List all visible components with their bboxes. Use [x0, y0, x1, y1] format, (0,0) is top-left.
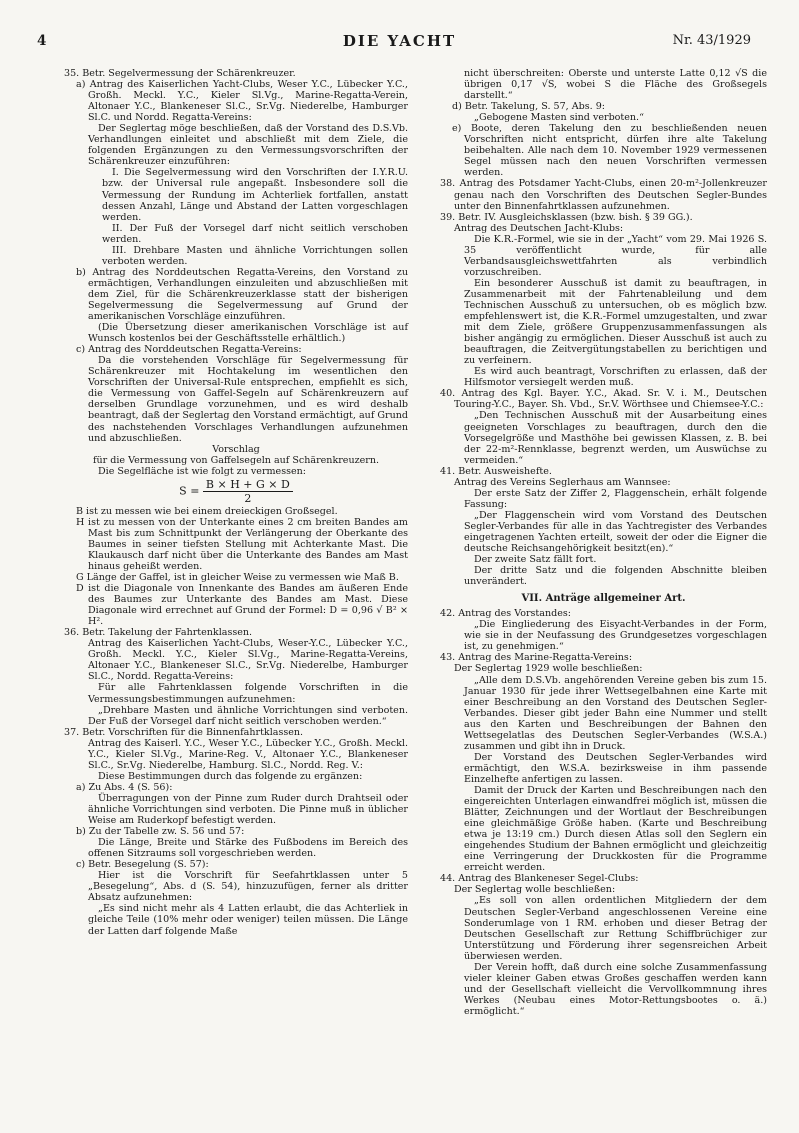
paragraph: Für alle Fahrtenklassen folgende Vorschriften in die Vermessungsbestimmungen aufzunehmen: — [88, 682, 408, 705]
paragraph: „Es sind nicht mehr als 4 Latten erlaubt, die das Achterliek in gleiche Teile (10% mehr oder weniger) teilen müssen. Die Länge der Latten darf folgende Maße — [88, 903, 408, 937]
paragraph: Diese Bestimmungen durch das folgende zu ergänzen: — [98, 770, 363, 782]
proposal-subheading: für die Vermessung von Gaffelsegeln auf Schärenkreuzern. — [92, 454, 380, 466]
item-43: 43. Antrag des Marine-Regatta-Vereins: — [440, 652, 633, 664]
paragraph: „Die Eingliederung des Eisyacht-Verbandes in der Form, wie sie in der Neufassung des Grundgesetzes vorgeschlagen ist, zu genehmigen.“ — [464, 619, 767, 653]
item-35-heading: 35. Betr. Segelvermessung der Schärenkreuzer. — [64, 68, 296, 79]
paragraph: Überragungen von der Pinne zum Ruder durch Drahtseil oder ähnliche Vorrichtungen sind verboten. Die Pinne muß in üblicher Weise am Ruderkopf befestigt werden. — [88, 792, 408, 827]
paragraph: Der Vorstand des Deutschen Segler-Verbandes wird ermächtigt, den W.S.A. bezirksweise in ihm passende Einzelhefte anfertigen zu lassen. — [464, 751, 767, 785]
paragraph: „Es soll von allen ordentlichen Mitgliedern der dem Deutschen Segler-Verband angeschlossenen Vereine eine Sonderumlage von 1 RM. erhoben und dieser Betrag der Deutschen Gesellschaft zur Rettung Schiffbrüchiger zur Unterstützung und Förderung ihrer segensreichen Arbeit überwiesen werden. — [464, 895, 767, 962]
item-37a: a) Zu Abs. 4 (S. 56): — [76, 781, 173, 793]
paragraph: nicht überschreiten: Oberste und unterste Latte 0,12 √S die übrigen 0,17 √S, wobei S die Fläche des Großsegels darstellt.“ — [464, 68, 767, 102]
paragraph: Der Verein hofft, daß durch eine solche Zusammenfassung vieler kleiner Gaben etwas Großes geschaffen werden kann und der Gesellschaft vielleicht die Vervollkommnung ihres Werkes (Neubau eines Motor-Rettungsbootes o. ä.) ermöglicht.“ — [464, 961, 767, 1017]
item-37c: c) Betr. Besegelung (S. 57): — [76, 859, 209, 871]
item-39-heading: 39. Betr. IV. Ausgleichsklassen (bzw. bish. § 39 GG.). — [440, 211, 693, 223]
paragraph: „Den Technischen Ausschuß mit der Ausarbeitung eines geeigneten Vorschlages zu beauftragen, durch den die Vorsegelgröße und Masthöhe bei gewissen Klassen, z. B. bei der 22-m²-Rennklasse, begrenzt werden, um Auswüchse zu vermeiden.“ — [464, 410, 767, 466]
paragraph: Antrag des Vereins Seglerhaus am Wannsee: — [454, 476, 671, 488]
paragraph: I. Die Segelvermessung wird den Vorschriften der I.Y.R.U. bzw. der Universal rule angepaßt. Insbesondere soll die Vermessung der Rundung im Achterliek fortfallen, anstatt dessen Anzahl, Länge und Abstand der Latten vorgeschlagen werden. — [102, 167, 408, 223]
formula-denominator: 2 — [244, 491, 252, 505]
section-title: VII. Anträge allgemeiner Art. — [521, 593, 686, 605]
paragraph: „Der Flaggenschein wird vom Vorstand des Deutschen Segler-Verbandes für alle in das Yachtregister des Verbandes eingetragenen Yachten erteilt, soweit der oder die Eigner die deutsche Reichsangehörigkeit besitzt(en).“ — [464, 509, 767, 555]
left-column — [64, 68, 408, 937]
item-38: 38. Antrag des Potsdamer Yacht-Clubs, einen 20-m²-Jollenkreuzer genau nach den Vorschriften des Deutschen Segler-Bundes unter den Binnenfahrtklassen aufzunehmen. — [440, 178, 767, 212]
item-35b-motion: b) Antrag des Norddeutschen Regatta-Vereins, den Vorstand zu ermächtigen, Verhandlungen einzuleiten und abzuschließen mit dem Ziel, für die Schärenkreuzerklasse statt der bisherigen Segelvermessung die Segelvermessung auf Grund der amerikanischen Vorschläge einzuführen. — [76, 266, 408, 323]
paragraph: Ein besonderer Ausschuß ist damit zu beauftragen, in Zusammenarbeit mit der Fahrtenableilung und dem Technischen Ausschuß zu untersuchen, ob es möglich bzw. empfehlenswert ist, die K.R.-Formel umzugestalten, und zwar mit dem Ziele, größere Gruppenzusammenfassungen als bisher angängig zu ermöglichen. Dieser Ausschuß ist auch zu beauftragen, die Zeitvergütungstabellen zu berichtigen und zu verfeinern. — [464, 277, 767, 367]
paragraph: Antrag des Kaiserl. Y.C., Weser Y.C., Lübecker Y.C., Großh. Meckl. Y.C., Kieler Sl.Vg., Marine-Reg. V., Altonaer Y.C., Blankeneser Sl.C., Sr.Vg. Niederelbe, Hamburg. Sl.C., Nordd. Reg. V.: — [88, 737, 408, 771]
paragraph: III. Drehbare Masten und ähnliche Vorrichtungen sollen verboten werden. — [102, 244, 408, 267]
definition-g: G Länge der Gaffel, ist in gleicher Weise zu vermessen wie Maß B. — [76, 572, 399, 584]
definition-h: H ist zu messen von der Unterkante eines 2 cm breiten Bandes am Mast bis zum Schnittpunkt der Verlängerung der Oberkante des Baumes in seiner tiefsten Stellung mit Achterkante Mast. Die Klaukausch darf nicht über die Unterkante des Bandes am Mast hinaus geheißt werden. — [76, 516, 408, 572]
paragraph: Antrag des Kaiserlichen Yacht-Clubs, Weser-Y.C., Lübecker Y.C., Großh. Meckl. Y.C., Kieler Sl.Vg., Marine-Regatta-Vereins, Altonaer Y.C., Blankeneser Sl.C., Sr.Vg. Niederelbe, Hamburger Sl.C., Nordd. Regatta-Vereins: — [88, 638, 408, 683]
formula-lhs: S = — [179, 484, 200, 498]
proposal-heading: Vorschlag — [212, 443, 260, 455]
item-35c-motion: c) Antrag des Norddeutschen Regatta-Vereins: — [76, 344, 302, 356]
paragraph: Die Segelfläche ist wie folgt zu vermessen: — [98, 465, 307, 477]
paragraph: Es wird auch beantragt, Vorschriften zu erlassen, daß der Hilfsmotor versiegelt werden muß. — [464, 366, 767, 389]
formula-numerator: B × H + G × D — [203, 478, 293, 492]
definition-b: B ist zu messen wie bei einem dreieckigen Großsegel. — [76, 505, 338, 517]
item-35a-motion: a) Antrag des Kaiserlichen Yacht-Clubs, Weser Y.C., Lübecker Y.C., Großh. Meckl. Y.C., Kieler Sl.Vg., Marine-Regatta-Verein, Altonaer Y.C., Blankeneser Sl.C., Sr.Vg. Niederelbe, Hamburger Sl.C. und Nordd. Regatta-Vereins: — [76, 79, 408, 124]
paragraph: Der erste Satz der Ziffer 2, Flaggenschein, erhält folgende Fassung: — [464, 487, 767, 510]
paragraph: „Alle dem D.S.Vb. angehörenden Vereine geben bis zum 15. Januar 1930 für jede ihrer Wettsegelbahnen eine Karte mit einer Beschreibung an den Vorstand des Deutschen Segler-Verbandes. Dieser gibt jeder Bahn eine Nummer und stellt aus den Karten und Beschreibungen der Bahnen den Wettsegelatlas des Deutschen Segler-Verbandes (W.S.A.) zusammen und gibt ihn in Druck. — [464, 674, 767, 752]
paragraph: Hier ist die Vorschrift für Seefahrtklassen unter 5 „Besegelung“, Abs. d (S. 54), hinzuzufügen, ferner als dritter Absatz aufzunehmen: — [88, 870, 408, 904]
page-number: 4 — [37, 33, 47, 49]
right-column — [440, 68, 767, 1017]
item-40: 40. Antrag des Kgl. Bayer. Y.C., Akad. Sr. V. i. M., Deutschen Touring-Y.C., Bayer. Sh. Vbd., Sr.V. Wörthsee und Chiemsee-Y.C.: — [440, 388, 767, 411]
item-37e: e) Boote, deren Takelung den zu beschließenden neuen Vorschriften nicht entspricht, dürfen ihre alte Takelung beibehalten. Alle nach dem 10. November 1929 vermessenen Segel müssen nach den neuen Vorschriften vermessen werden. — [452, 123, 767, 179]
sail-area-formula — [64, 478, 408, 505]
paragraph: Der zweite Satz fällt fort. — [474, 554, 597, 566]
paragraph: Antrag des Deutschen Jacht-Klubs: — [454, 222, 624, 234]
item-37b: b) Zu der Tabelle zw. S. 56 und 57: — [76, 826, 245, 838]
item-44: 44. Antrag des Blankeneser Segel-Clubs: — [440, 873, 639, 885]
paragraph: Die K.R.-Formel, wie sie in der „Yacht“ vom 29. Mai 1926 S. 35 veröffentlicht wurde, für alle Verbandsausgleichswettfahrten als verbindlich vorzuschreiben. — [464, 233, 767, 278]
paragraph: (Die Übersetzung dieser amerikanischen Vorschläge ist auf Wunsch kostenlos bei der Geschäftsstelle erhältlich.) — [88, 322, 408, 345]
paragraph: Der Seglertag wolle beschließen: — [454, 884, 616, 896]
paragraph: Die Länge, Breite und Stärke des Fußbodens im Bereich des offenen Sitzraums soll vorgeschrieben werden. — [88, 837, 408, 860]
paragraph: „Gebogene Masten sind verboten.“ — [474, 112, 644, 124]
paragraph: Damit der Druck der Karten und Beschreibungen nach den eingereichten Unterlagen einwandfrei möglich ist, müssen die Blätter, Zeichnungen und der Wortlaut der Beschreibungen eine gleichmäßige Größe haben. (Karte und Beschreibung etwa je 13:19 cm.) Durch diesen Atlas soll den Seglern ein eingehendes Studium der Bahnen ermöglicht und gleichzeitig eine Verringerung der Druckkosten für die Programme erreicht werden. — [464, 785, 767, 874]
magazine-title: DIE YACHT — [342, 32, 457, 50]
issue-number: Nr. 43/1929 — [672, 33, 751, 48]
paragraph: Der Seglertag möge beschließen, daß der Vorstand des D.S.Vb. Verhandlungen einleitet und abschließt mit dem Ziele, die folgenden Ergänzungen zu den Vermessungsvorschriften der Schärenkreuzer einzuführen: — [88, 123, 408, 168]
item-37d: d) Betr. Takelung, S. 57, Abs. 9: — [452, 101, 605, 113]
formula-fraction — [203, 478, 293, 505]
paragraph: Der Seglertag 1929 wolle beschließen: — [454, 663, 643, 675]
item-36-heading: 36. Betr. Takelung der Fahrtenklassen. — [64, 627, 253, 639]
paragraph: Da die vorstehenden Vorschläge für Segelvermessung für Schärenkreuzer mit Hochtakelung im wesentlichen den Vorschriften der Universal-Rule entsprechen, empfiehlt es sich, die Vermessung von Gaffel-Segeln auf Schärenkreuzern auf derselben Grundlage vorzunehmen, und es wird deshalb beantragt, daß der Seglertag den Vorstand ermächtigt, auf Grund des nachstehenden Vorschlages Verhandlungen aufzunehmen und abzuschließen. — [88, 355, 408, 444]
item-37-heading: 37. Betr. Vorschriften für die Binnenfahrtklassen. — [64, 726, 304, 738]
definition-d: D ist die Diagonale von Innenkante des Bandes am äußeren Ende des Baumes zur Unterkante des Bandes am Mast. Diese Diagonale wird errechnet auf Grund der Formel: D = 0,96 √ B² × H². — [76, 583, 408, 628]
paragraph: II. Der Fuß der Vorsegel darf nicht seitlich verschoben werden. — [102, 222, 408, 245]
item-41-heading: 41. Betr. Ausweishefte. — [440, 465, 552, 477]
paragraph: Der dritte Satz und die folgenden Abschnitte bleiben unverändert. — [464, 565, 767, 588]
item-42: 42. Antrag des Vorstandes: — [440, 608, 571, 620]
paragraph: „Drehbare Masten und ähnliche Vorrichtungen sind verboten. Der Fuß der Vorsegel darf nicht seitlich verschoben werden.“ — [88, 704, 408, 727]
